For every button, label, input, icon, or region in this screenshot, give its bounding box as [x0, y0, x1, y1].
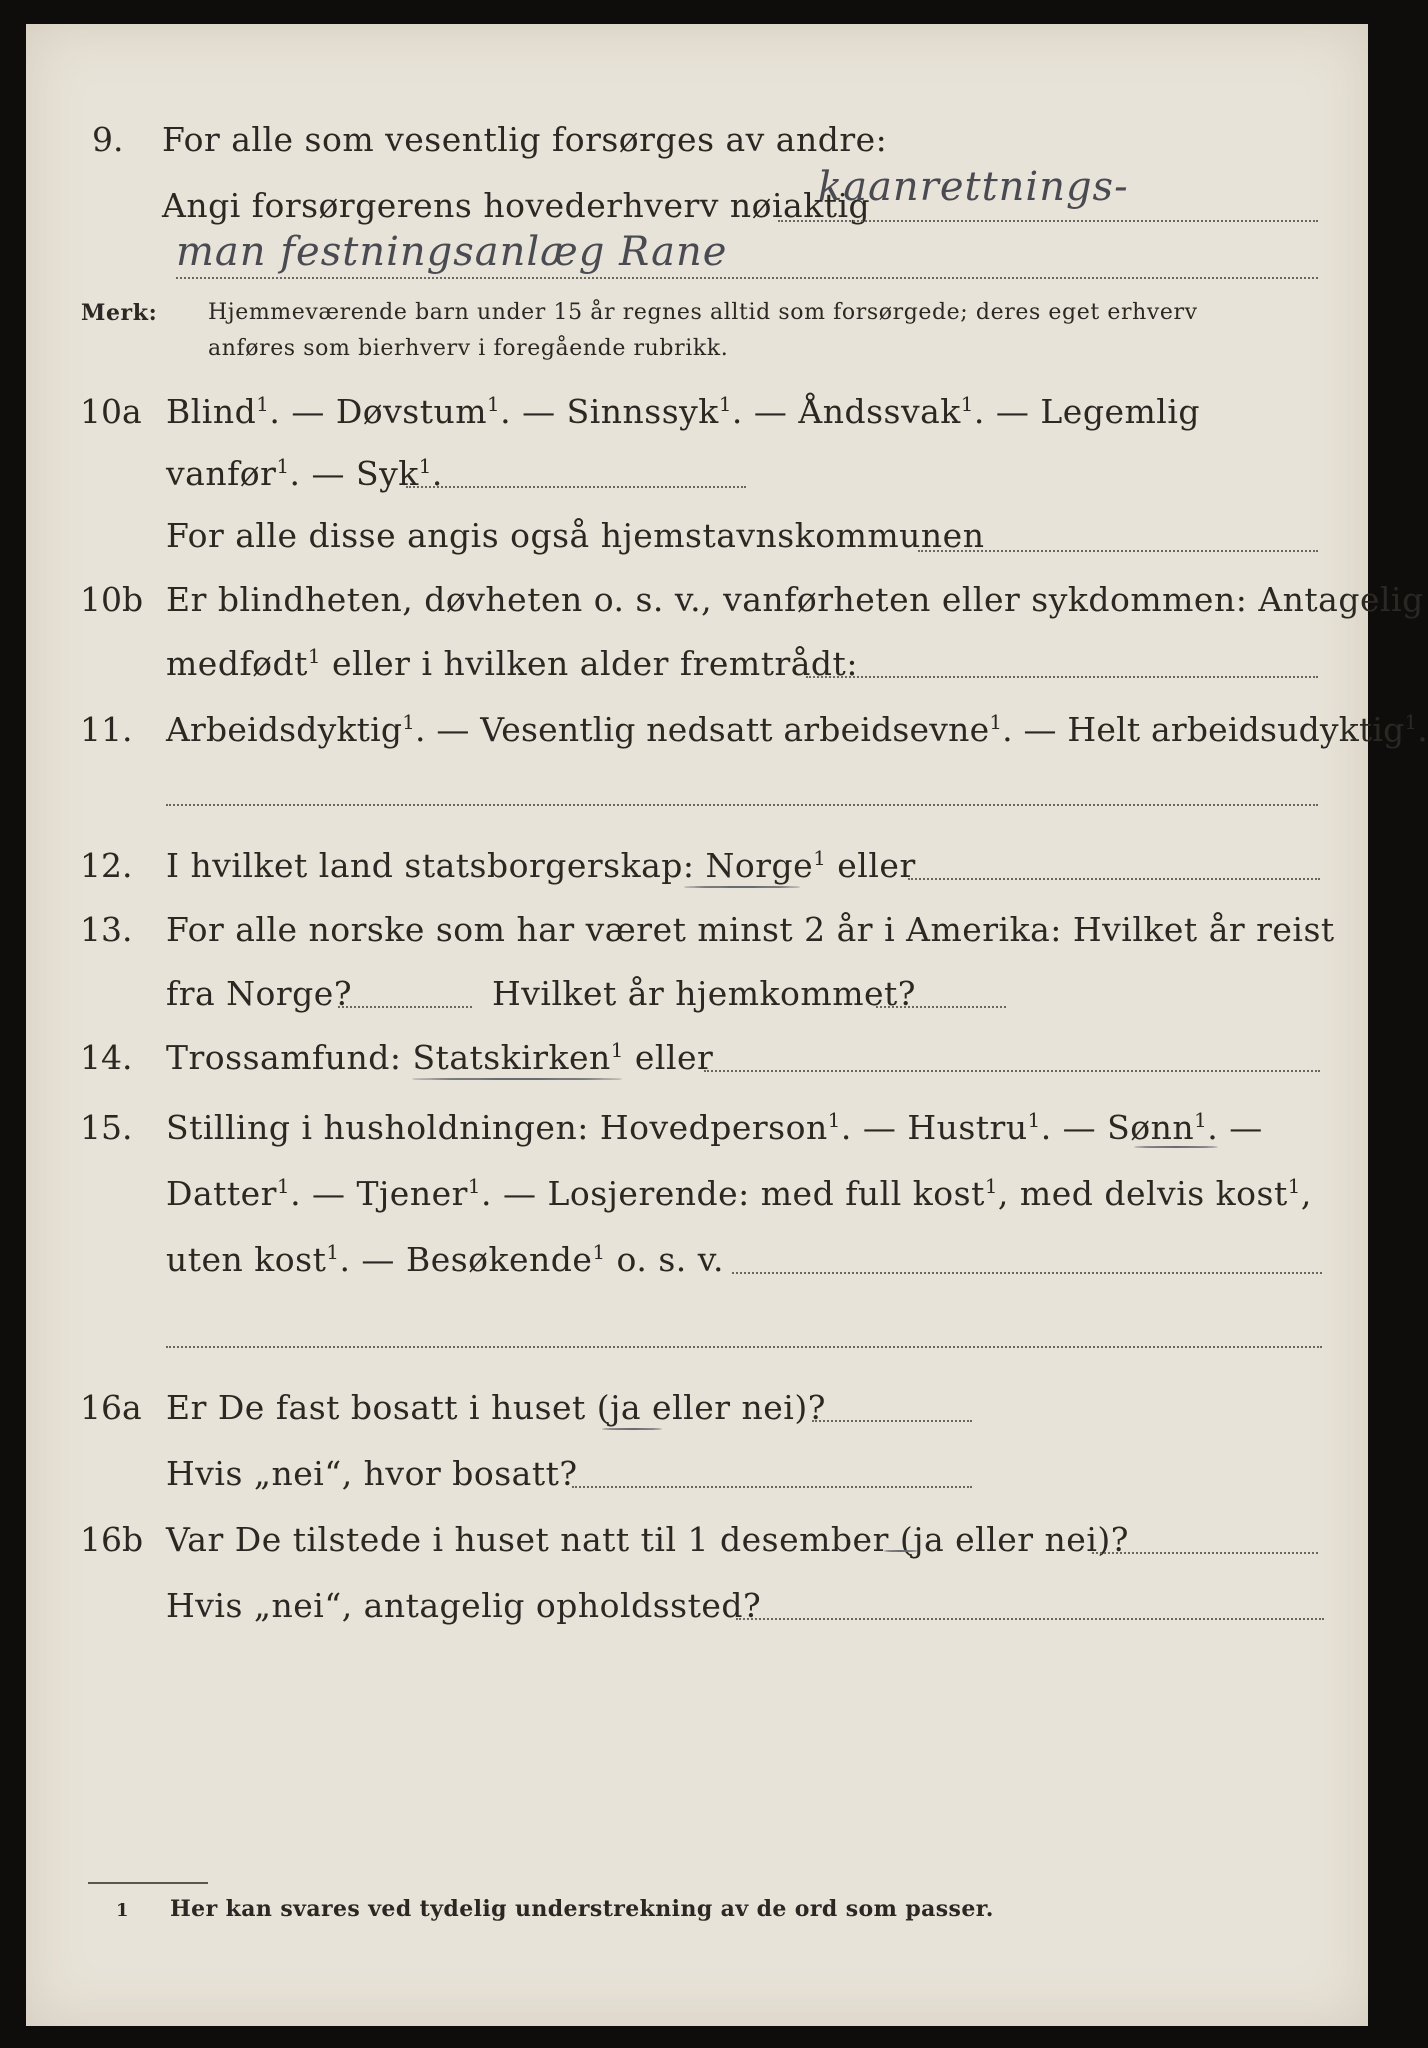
- q10a-syk-line: [406, 486, 746, 488]
- q10a-line2: vanfør$^1$. — Syk$^1$.: [166, 454, 443, 493]
- q10a-line1: Blind$^1$. — Døvstum$^1$. — Sinnssyk$^1$. — Åndssvak$^1$. — Legemlig: [166, 392, 1200, 431]
- q12-answer-line: [908, 878, 1320, 880]
- q16a-bosatt-line: [572, 1486, 972, 1488]
- q13-line2b: Hvilket år hjemkommet?: [492, 974, 916, 1013]
- q12-number: 12.: [80, 846, 133, 885]
- q16a-ja-underline: [602, 1428, 662, 1430]
- q13-line1: For alle norske som har været minst 2 år i Amerika: Hvilket år reist: [166, 910, 1335, 949]
- q14-answer-line: [704, 1070, 1320, 1072]
- q15-line1: Stilling i husholdningen: Hovedperson$^1$. — Hustru$^1$. — Sønn$^1$. —: [166, 1108, 1263, 1147]
- q15-line3: uten kost$^1$. — Besøkende$^1$ o. s. v.: [166, 1240, 724, 1279]
- footnote-text: Her kan svares ved tydelig understrekning av de ord som passer.: [170, 1896, 994, 1922]
- q16a-line1: Er De fast bosatt i huset (ja eller nei)?: [166, 1388, 826, 1427]
- q9-handwritten-answer-1: kaanrettnings-: [818, 164, 1129, 210]
- q9-answer-line1: [778, 220, 1318, 222]
- q16a-line2: Hvis „nei“, hvor bosatt?: [166, 1454, 578, 1493]
- q13-line2a: fra Norge?: [166, 974, 353, 1013]
- q16b-line1: Var De tilstede i huset natt til 1 desember (ja eller nei)?: [166, 1520, 1129, 1559]
- q10b-number: 10b: [80, 580, 144, 619]
- q16b-line2: Hvis „nei“, antagelig opholdssted?: [166, 1586, 762, 1625]
- q16b-answer-line: [1092, 1552, 1318, 1554]
- q11-answer-line: [166, 804, 1318, 806]
- q10a-line3: For alle disse angis også hjemstavnskommunen: [166, 516, 985, 555]
- q16b-ja-mark: [884, 1550, 918, 1552]
- q9-line2: Angi forsørgerens hovederhverv nøiaktig: [162, 186, 871, 225]
- q15-answer-line2: [166, 1346, 1322, 1348]
- q12-line: I hvilket land statsborgerskap: Norge$^1$ eller: [166, 846, 916, 885]
- q10a-number: 10a: [80, 392, 142, 431]
- q15-line2: Datter$^1$. — Tjener$^1$. — Losjerende: med full kost$^1$, med delvis kost$^1$,: [166, 1174, 1312, 1213]
- q14-number: 14.: [80, 1038, 133, 1077]
- q13-number: 13.: [80, 910, 133, 949]
- q16a-answer-line: [812, 1420, 972, 1422]
- q9-answer-line2: [176, 277, 1318, 279]
- census-form-page: [26, 24, 1428, 2026]
- note-line1: Hjemmeværende barn under 15 år regnes alltid som forsørgede; deres eget erhverv: [208, 300, 1198, 325]
- q16a-number: 16a: [80, 1388, 142, 1427]
- q15-number: 15.: [80, 1108, 133, 1147]
- q15-sonn-underline: [1134, 1146, 1218, 1148]
- q10b-line1: Er blindheten, døvheten o. s. v., vanførheten eller sykdommen: Antagelig: [166, 580, 1424, 619]
- q10b-answer-line: [806, 676, 1318, 678]
- q16b-number: 16b: [80, 1520, 144, 1559]
- q11-number: 11.: [80, 710, 133, 749]
- q16b-opholdssted-line: [736, 1618, 1324, 1620]
- note-line2: anføres som bierhverv i foregående rubrikk.: [208, 336, 729, 361]
- q13-hjemkommet-line: [876, 1006, 1006, 1008]
- q13-reist-line: [338, 1006, 472, 1008]
- footnote-mark: 1: [116, 1900, 130, 1921]
- q10a-kommune-line: [918, 550, 1318, 552]
- q9-number: 9.: [92, 120, 124, 159]
- q10b-line2: medfødt$^1$ eller i hvilken alder fremtrådt:: [166, 644, 858, 683]
- q14-statskirken-underline: [412, 1078, 622, 1080]
- note-label: Merk:: [81, 300, 158, 326]
- q9-line1: For alle som vesentlig forsørges av andre:: [162, 120, 888, 159]
- footnote-rule: [88, 1882, 208, 1884]
- q12-norge-underline: [684, 886, 800, 888]
- q15-answer-line1: [732, 1272, 1322, 1274]
- q9-handwritten-answer-2: man festningsanlæg Rane: [176, 229, 728, 275]
- q14-line: Trossamfund: Statskirken$^1$ eller: [166, 1038, 714, 1077]
- q11-line1: Arbeidsdyktig$^1$. — Vesentlig nedsatt arbeidsevne$^1$. — Helt arbeidsudyktig$^1$.: [166, 710, 1428, 749]
